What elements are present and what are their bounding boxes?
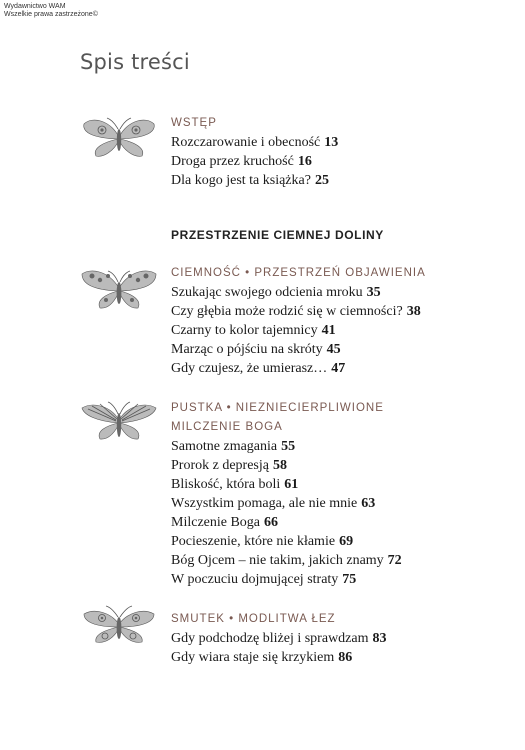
section-heading: WSTĘP [171, 117, 217, 129]
entry-page: 41 [321, 323, 336, 338]
toc-entries [171, 399, 402, 589]
entry-title: Bóg Ojcem – nie takim, jakich znamy [171, 553, 384, 568]
entry-title: Milczenie Boga [171, 515, 261, 530]
entry-title: Droga przez kruchość [171, 154, 294, 169]
moth-icon [80, 604, 158, 650]
entry-title: Czy głębia może rodzić się w ciemności? [171, 304, 403, 319]
entry-page: 58 [272, 458, 287, 473]
entry-page: 75 [342, 572, 357, 587]
entry-page: 38 [406, 304, 421, 319]
entry-page: 45 [326, 342, 341, 357]
toc-entry[interactable] [171, 551, 402, 570]
section-heading-continued: MILCZENIE BOGA [171, 421, 283, 433]
entry-page: 69 [339, 534, 354, 549]
toc-entry[interactable] [171, 513, 402, 532]
copyright-notice: Wszelkie prawa zastrzeżone© [4, 11, 98, 18]
entry-page: 25 [314, 173, 329, 188]
entry-page: 47 [331, 361, 346, 376]
toc-entry[interactable] [171, 494, 402, 513]
entry-title: Gdy wiara staje się krzykiem [171, 650, 335, 665]
toc-entry[interactable] [171, 570, 402, 589]
entry-title: Samotne zmagania [171, 439, 278, 454]
entry-page: 86 [338, 650, 353, 665]
moth-icon [80, 399, 158, 445]
toc-entry[interactable] [171, 648, 387, 667]
toc-entry[interactable] [171, 475, 402, 494]
entry-page: 83 [372, 631, 387, 646]
toc-entry[interactable] [171, 152, 338, 171]
section-heading: CIEMNOŚĆ • PRZESTRZEŃ OBJAWIENIA [171, 267, 426, 279]
toc-entries [171, 264, 426, 378]
toc-entry[interactable] [171, 321, 426, 340]
section-heading: PUSTKA • NIEZNIECIERPLIWIONE [171, 402, 384, 414]
entry-page: 13 [324, 135, 339, 150]
toc-entry[interactable] [171, 171, 338, 190]
toc-entry[interactable] [171, 456, 402, 475]
toc-entry[interactable] [171, 283, 426, 302]
entry-title: Gdy czujesz, że umierasz… [171, 361, 328, 376]
entry-page: 66 [264, 515, 279, 530]
toc-entry[interactable] [171, 532, 402, 551]
moth-icon [80, 266, 158, 312]
entry-page: 63 [361, 496, 376, 511]
publisher-name: Wydawnictwo WAM [4, 3, 66, 10]
entry-title: Wszystkim pomaga, ale nie mnie [171, 496, 358, 511]
entry-title: W poczuciu dojmującej straty [171, 572, 339, 587]
part-heading: PRZESTRZENIE CIEMNEJ DOLINY [171, 228, 384, 242]
entry-page: 72 [387, 553, 402, 568]
toc-entries [171, 114, 338, 190]
entry-page: 61 [284, 477, 299, 492]
entry-title: Szukając swojego odcienia mroku [171, 285, 363, 300]
entry-title: Pocieszenie, które nie kłamie [171, 534, 336, 549]
entry-title: Gdy podchodzę bliżej i sprawdzam [171, 631, 369, 646]
page-title: Spis treści [80, 50, 190, 74]
toc-entries [171, 610, 387, 667]
entry-title: Bliskość, która boli [171, 477, 281, 492]
entry-title: Czarny to kolor tajemnicy [171, 323, 318, 338]
toc-entry[interactable] [171, 133, 338, 152]
section-heading: SMUTEK • MODLITWA ŁEZ [171, 613, 336, 625]
toc-entry[interactable] [171, 340, 426, 359]
toc-entry[interactable] [171, 437, 402, 456]
entry-title: Dla kogo jest ta książka? [171, 173, 311, 188]
toc-entry[interactable] [171, 302, 426, 321]
toc-entry[interactable] [171, 359, 426, 378]
toc-entry[interactable] [171, 629, 387, 648]
entry-page: 16 [297, 154, 312, 169]
entry-title: Marząc o pójściu na skróty [171, 342, 323, 357]
entry-title: Prorok z depresją [171, 458, 269, 473]
entry-page: 55 [281, 439, 296, 454]
entry-title: Rozczarowanie i obecność [171, 135, 321, 150]
moth-icon [80, 114, 158, 160]
publisher-notice [4, 3, 98, 19]
entry-page: 35 [366, 285, 381, 300]
